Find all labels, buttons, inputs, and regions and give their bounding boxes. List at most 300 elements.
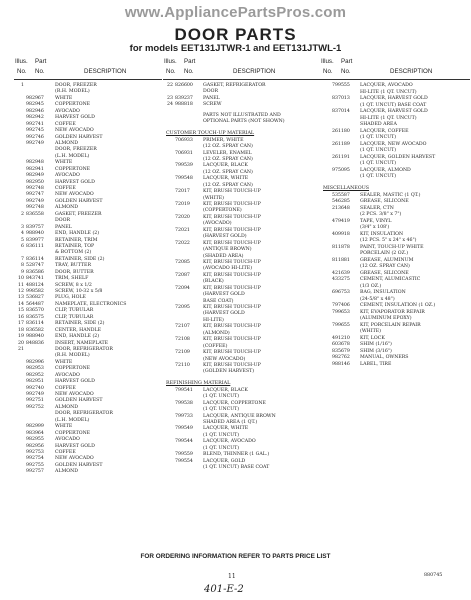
- illus-number: 6: [21, 243, 24, 249]
- part-number: 799559: [175, 452, 193, 458]
- illus-number: 12: [18, 289, 24, 294]
- illus-number: 21: [18, 346, 24, 352]
- part-description: RETAINER, SIDE (2): [55, 321, 105, 327]
- part-number: 992749: [26, 392, 44, 397]
- part-number: 261191: [332, 154, 350, 160]
- part-number: 843741: [26, 276, 44, 282]
- part-description: PANEL: [55, 224, 72, 230]
- part-description: (R.H. MODEL): [55, 89, 90, 95]
- part-description: PRIMER, WHITE: [203, 137, 244, 143]
- part-description: KIT, BRUSH TOUCH-UP: [203, 285, 261, 291]
- part-number: 603678: [332, 342, 350, 347]
- column-header: [14, 58, 162, 80]
- part-description: TRAY, BUTTER: [55, 263, 92, 269]
- part-description: LABEL, TIRE: [360, 361, 392, 367]
- part-description: KIT, BRUSH TOUCH-UP: [203, 202, 261, 207]
- part-description: SCREW: [203, 102, 222, 108]
- part-description: HARVEST GOLD: [55, 115, 95, 121]
- part-description: (1 QT. UNCUT): [203, 445, 240, 451]
- part-number: 837013: [332, 96, 350, 101]
- header-description: DESCRIPTION: [233, 68, 276, 75]
- part-description: (1 QT. UNCUT): [203, 432, 240, 438]
- part-description: BLEND, THINNER (1 GAL.): [203, 452, 270, 458]
- part-description: (1 QT. UNCUT): [203, 407, 240, 413]
- part-number: 836575: [26, 314, 44, 320]
- part-description: (ALUMINUM EPOXY): [360, 316, 412, 321]
- part-number: 992751: [26, 398, 44, 404]
- part-number: 261189: [332, 141, 350, 147]
- illus-number: 7: [21, 256, 24, 262]
- part-description: LACQUER, ALMOND: [360, 167, 411, 173]
- part-description: SCREW, 10-32 x 5/8: [55, 289, 103, 294]
- part-description: (12 PCS. 5" x 24" x 46"): [360, 238, 417, 243]
- part-number: 835679: [332, 348, 350, 354]
- part-number: 536827: [26, 295, 44, 301]
- part-number: 836111: [26, 243, 44, 249]
- part-description: KIT, INSULATION: [360, 231, 404, 237]
- part-description: HI-LITE): [203, 317, 224, 323]
- part-description: HARVEST GOLD: [55, 179, 95, 185]
- part-description: NAMEPLATE, ELECTRONICS: [55, 301, 127, 307]
- header-illus: Illus.: [164, 58, 177, 65]
- ordering-note: FOR ORDERING INFORMATION REFER TO PARTS PRICE LIST: [140, 553, 331, 560]
- part-description: CEMENT, ALUMICASTIC: [360, 277, 421, 282]
- part-number: 992747: [26, 192, 44, 198]
- part-description: PAINT, TOUCH-UP WHITE: [360, 244, 424, 250]
- part-description: LACQUER, COFFEE: [360, 128, 409, 134]
- part-number: 799555: [332, 83, 350, 88]
- part-description: (COPPERTONE): [203, 208, 242, 214]
- header-part-no: No.: [184, 68, 194, 75]
- header-part-no: No.: [35, 68, 45, 75]
- part-number: 992748: [26, 186, 44, 191]
- part-description: AVOCADO: [55, 437, 80, 443]
- part-description: LACQUER, GOLDEN HARVEST: [360, 154, 436, 160]
- part-number: 992740: [26, 385, 44, 391]
- document-code: 880745: [424, 573, 443, 578]
- part-number: 836570: [26, 308, 44, 314]
- part-description: HARVEST GOLD: [55, 379, 95, 385]
- part-description: (L.H. MODEL): [55, 417, 90, 423]
- part-description: (1 QT. UNCUT): [360, 148, 397, 153]
- part-number: 799653: [332, 309, 350, 315]
- header-part: Part: [35, 58, 47, 65]
- parts-column-1: [14, 58, 162, 476]
- part-description: OPTIONAL PARTS (NOT SHOWN): [203, 119, 285, 125]
- part-description: (AVOCADO HI-LITE): [203, 266, 253, 272]
- part-description: KIT, BRUSH TOUCH-UP: [203, 362, 261, 368]
- part-description: END, HANDLE (2): [55, 231, 100, 237]
- part-number: 488124: [26, 282, 44, 288]
- part-number: 848836: [26, 340, 44, 346]
- part-number: 982949: [26, 173, 44, 179]
- part-description: KIT, PORCELAIN REPAIR: [360, 322, 421, 328]
- part-number: 72108: [175, 337, 190, 343]
- part-description: PORCELAIN (2 OZ.): [360, 251, 409, 256]
- part-row: [163, 369, 321, 375]
- header-part-no: No.: [341, 68, 351, 75]
- part-description: KIT, LOCK: [360, 335, 385, 341]
- part-number: 72094: [175, 285, 190, 291]
- part-description: ALMOND: [55, 404, 79, 410]
- illus-number: 15: [18, 308, 24, 314]
- part-number: 982952: [26, 372, 44, 378]
- part-number: 72085: [175, 259, 190, 265]
- part-description: LACQUER, AVOCADO: [360, 83, 413, 88]
- part-description: GREASE, SILICONE: [360, 270, 409, 276]
- part-description: (1 QT. UNCUT) BASE COAT: [203, 465, 270, 471]
- part-description: (WHITE): [360, 329, 381, 334]
- part-description: (HARVEST GOLD: [203, 311, 245, 317]
- part-row: [163, 465, 321, 471]
- part-number: 988940: [26, 231, 44, 237]
- part-description: GOLDEN HARVEST: [55, 398, 103, 404]
- part-description: KIT, BRUSH TOUCH-UP: [203, 227, 261, 233]
- part-description: SHIM (3/16"): [360, 348, 392, 354]
- part-description: MANUAL, OWNERS: [360, 355, 409, 360]
- part-description: ALMOND: [55, 205, 79, 211]
- part-description: CENTER, HANDLE: [55, 327, 102, 333]
- part-number: 992749: [26, 198, 44, 204]
- part-number: 546285: [332, 199, 350, 204]
- illus-number: 16: [18, 314, 24, 320]
- part-number: 799549: [175, 426, 193, 432]
- part-number: 992746: [26, 134, 44, 140]
- part-description: GREASE, SILICONE: [360, 199, 409, 204]
- part-description: AVOCADO: [55, 372, 80, 378]
- part-number: 213648: [332, 205, 350, 211]
- part-number: 982948: [26, 160, 44, 166]
- part-description: (SHADED AREA): [203, 253, 244, 259]
- part-row: [14, 469, 162, 475]
- part-description: COPPERTONE: [55, 366, 91, 372]
- illus-number: 3: [21, 224, 24, 230]
- part-description: GOLDEN HARVEST: [55, 462, 103, 468]
- header-description: DESCRIPTION: [84, 68, 127, 75]
- part-number: 72109: [175, 350, 190, 356]
- part-row: [163, 119, 321, 125]
- part-description: NEW AVOCADO: [55, 128, 94, 134]
- part-number: 982941: [26, 166, 44, 172]
- illus-number: 24: [167, 102, 173, 108]
- part-description: (1 QT. UNCUT) BASE COAT: [360, 102, 427, 108]
- handwritten-note: 401-E-2: [204, 584, 244, 595]
- illus-number: 14: [18, 301, 24, 307]
- part-number: 261180: [332, 128, 350, 134]
- column-header: [320, 58, 470, 80]
- illus-number: 20: [18, 340, 24, 346]
- part-description: GASKET, FREEZER: [55, 211, 102, 217]
- part-number: 983964: [26, 430, 44, 436]
- part-number: 706933: [175, 137, 193, 143]
- part-description: KIT, BRUSH TOUCH-UP: [203, 189, 261, 195]
- part-number: 811878: [332, 244, 350, 250]
- illus-number: 13: [18, 295, 24, 301]
- illus-number: 9: [21, 269, 24, 275]
- part-description: SCREW, 8 x 1/2: [55, 282, 92, 288]
- part-number: 982945: [26, 102, 44, 108]
- part-description: NEW AVOCADO: [55, 392, 94, 397]
- part-number: 799539: [175, 163, 193, 169]
- part-number: 982999: [26, 424, 44, 430]
- part-description: KIT, BRUSH TOUCH-UP: [203, 240, 261, 246]
- part-number: 992753: [26, 449, 44, 455]
- part-description: END, HANDLE (2): [55, 334, 100, 340]
- part-description: SHADED AREA (1 QT.): [203, 420, 258, 425]
- part-description: (HARVEST GOLD): [203, 234, 247, 240]
- part-description: COPPERTONE: [55, 430, 91, 436]
- part-description: LACQUER, BLACK: [203, 163, 248, 169]
- part-number: 992741: [26, 121, 44, 127]
- part-description: WHITE: [55, 424, 73, 430]
- part-number: 535587: [332, 192, 350, 198]
- part-description: BASE COAT): [203, 298, 234, 304]
- parts-column-3: [320, 58, 470, 368]
- part-description: KIT, BRUSH TOUCH-UP: [203, 305, 261, 310]
- part-description: (12 OZ. SPRAY CAN): [203, 182, 253, 188]
- part-description: (12 OZ. SPRAY CAN): [203, 156, 253, 162]
- part-number: 836114: [26, 321, 44, 327]
- part-number: 992748: [26, 205, 44, 211]
- parts-column-2: [163, 58, 321, 472]
- part-description: (R.H. MODEL): [55, 353, 90, 359]
- part-number: 491210: [332, 335, 350, 341]
- part-description: TRIM, SHELF: [55, 276, 89, 282]
- part-number: 564487: [26, 301, 44, 307]
- part-number: 811881: [332, 257, 350, 263]
- part-description: KIT, BRUSH TOUCH-UP: [203, 337, 261, 343]
- parts-list: [163, 83, 321, 472]
- part-number: 836558: [26, 211, 44, 217]
- illus-number: 18: [18, 327, 24, 333]
- part-description: WHITE: [55, 95, 73, 101]
- part-description: LACQUER, HARVEST GOLD: [360, 96, 428, 101]
- part-description: GREASE, ALUMINUM: [360, 257, 414, 263]
- header-no: No.: [17, 68, 27, 75]
- part-description: (3/4" x 108'): [360, 225, 390, 230]
- part-number: 992755: [26, 462, 44, 468]
- part-number: 826600: [175, 83, 193, 88]
- part-description: PANEL: [203, 95, 220, 101]
- part-description: (1 QT. UNCUT): [360, 161, 397, 166]
- part-number: 528747: [26, 263, 44, 269]
- part-number: 433275: [332, 277, 350, 282]
- part-description: ALMOND: [55, 140, 79, 146]
- part-number: 975095: [332, 167, 350, 173]
- header-no: No.: [323, 68, 333, 75]
- part-number: 706931: [175, 150, 193, 156]
- part-description: COFFEE: [55, 121, 76, 127]
- part-number: 799544: [175, 439, 193, 445]
- part-number: 839977: [26, 237, 44, 243]
- section-heading: MISCELLANEOUS: [323, 185, 370, 191]
- part-description: DOOR: [203, 89, 218, 95]
- part-number: 72087: [175, 272, 190, 278]
- part-description: (2 PCS. 3/8" x 7"): [360, 212, 402, 217]
- part-description: AVOCADO: [55, 108, 80, 114]
- part-description: KIT, BRUSH TOUCH-UP: [203, 324, 261, 330]
- part-description: AVOCADO: [55, 173, 80, 179]
- part-number: 992757: [26, 469, 44, 475]
- part-description: (12 OZ. SPRAY CAN): [203, 144, 253, 150]
- part-description: GASKET, REFRIGERATOR: [203, 83, 266, 88]
- part-description: RETAINER, TOP: [55, 243, 95, 249]
- illus-number: 8: [21, 263, 24, 269]
- illus-number: 23: [167, 95, 173, 101]
- part-description: LACQUER, HARVEST GOLD: [360, 109, 428, 114]
- part-description: (WHITE): [203, 195, 224, 201]
- part-number: 988818: [175, 102, 193, 108]
- part-number: 409918: [332, 231, 350, 237]
- illus-number: 5: [21, 237, 24, 243]
- part-description: (1 QT. UNCUT): [360, 174, 397, 179]
- part-description: NEW AVOCADO: [55, 456, 94, 462]
- part-number: 982953: [26, 366, 44, 372]
- illus-number: 19: [18, 334, 24, 340]
- part-description: HI-LITE (1 QT. UNCUT): [360, 115, 417, 121]
- header-illus: Illus.: [15, 58, 28, 65]
- part-number: 836586: [26, 269, 44, 275]
- part-number: 72019: [175, 202, 190, 207]
- part-number: 799554: [175, 458, 193, 464]
- part-number: 72110: [175, 362, 190, 368]
- header-description: DESCRIPTION: [390, 68, 433, 75]
- part-description: COFFEE: [55, 385, 76, 391]
- part-description: NEW AVOCADO: [55, 192, 94, 198]
- part-description: CEMENT, INSULATION (1 OZ.): [360, 303, 436, 308]
- part-number: 998582: [26, 289, 44, 294]
- part-description: (COFFEE): [203, 343, 228, 349]
- part-description: KIT, BRUSH TOUCH-UP: [203, 214, 261, 220]
- page-number: 11: [228, 573, 236, 580]
- part-description: (L.H. MODEL): [55, 153, 90, 159]
- part-description: PLUG, HOLE: [55, 295, 86, 301]
- part-description: KIT, BRUSH TOUCH-UP: [203, 259, 261, 265]
- part-number: 982946: [26, 108, 44, 114]
- illus-number: 2: [21, 211, 24, 217]
- part-description: GOLDEN HARVEST: [55, 134, 103, 140]
- part-number: 72107: [175, 324, 190, 330]
- part-description: (1 QT. UNCUT): [360, 135, 397, 140]
- part-number: 988146: [332, 361, 350, 367]
- part-description: DOOR, REFRIGERATOR: [55, 346, 113, 352]
- part-description: WHITE: [55, 359, 73, 365]
- illus-number: 1: [21, 83, 24, 88]
- part-row: [320, 174, 470, 181]
- part-description: DOOR, FREEZER: [55, 83, 97, 88]
- part-description: LACQUER, AVOCADO: [203, 439, 256, 445]
- part-description: & BOTTOM (2): [55, 250, 92, 256]
- part-number: 992745: [26, 128, 44, 134]
- part-description: SEALER, CTN: [360, 205, 394, 211]
- part-description: (GOLDEN HARVEST): [203, 369, 255, 375]
- part-number: 982950: [26, 179, 44, 185]
- part-number: 72095: [175, 305, 190, 310]
- part-number: 982996: [26, 359, 44, 365]
- illus-number: 17: [18, 321, 24, 327]
- part-number: 696753: [332, 290, 350, 295]
- part-description: KIT, BRUSH TOUCH-UP: [203, 350, 261, 356]
- part-description: CLIP, TUBULAR: [55, 314, 94, 320]
- part-description: (12 OZ. SPRAY CAN): [203, 169, 253, 175]
- page-title: DOOR PARTS: [174, 25, 297, 44]
- illus-number: 22: [167, 83, 173, 88]
- part-description: (AVOCADO): [203, 221, 232, 227]
- part-number: 982956: [26, 443, 44, 449]
- part-row: [320, 362, 470, 369]
- part-number: 72020: [175, 214, 190, 220]
- illus-number: 4: [21, 231, 24, 237]
- part-description: RETAINER, TRIM: [55, 237, 98, 243]
- part-description: DOOR, REFRIGERATOR: [55, 411, 113, 417]
- section-heading: CUSTOMER TOUCH-UP MATERIAL: [166, 130, 255, 136]
- part-description: LACQUER, BLACK: [203, 387, 248, 393]
- part-description: SHADED AREA: [360, 122, 397, 127]
- part-number: 988940: [26, 334, 44, 340]
- part-description: (BLACK): [203, 279, 224, 285]
- part-description: DOOR, FREEZER: [55, 147, 97, 153]
- part-description: TAPE, VINYL: [360, 218, 392, 224]
- parts-list: [320, 83, 470, 368]
- part-number: 799655: [332, 322, 350, 328]
- part-number: 799733: [175, 413, 193, 419]
- part-description: (ALMOND): [203, 330, 230, 336]
- part-description: LACQUER, WHITE: [203, 426, 249, 432]
- part-description: LACQUER, NEW AVOCADO: [360, 141, 427, 147]
- part-description: DOOR: [55, 218, 70, 224]
- page-subtitle: for models EET131JTWR-1 and EET131JTWL-1: [129, 43, 342, 54]
- part-description: (1 QT. UNCUT): [203, 394, 240, 400]
- part-description: SEALER, MASTIC (1 QT.): [360, 192, 421, 198]
- part-number: 837014: [332, 109, 350, 114]
- part-description: DOOR, BUTTER: [55, 269, 94, 275]
- watermark: www.AppliancePartsPros.com: [124, 4, 347, 21]
- part-number: 799538: [175, 400, 193, 406]
- part-description: (NEW AVOCADO): [203, 356, 246, 362]
- part-number: 799541: [175, 387, 193, 393]
- part-row: [163, 102, 321, 108]
- part-description: KIT, EVAPORATOR REPAIR: [360, 309, 425, 315]
- column-header: [163, 58, 321, 80]
- part-number: 797406: [332, 303, 350, 308]
- part-description: WHITE: [55, 160, 73, 166]
- part-number: 421639: [332, 270, 350, 276]
- part-number: 982967: [26, 95, 44, 101]
- part-description: COFFEE: [55, 449, 76, 455]
- part-number: 839237: [175, 95, 193, 101]
- part-description: (24-5/8" x 48"): [360, 296, 395, 302]
- part-number: 72021: [175, 227, 190, 233]
- part-description: RETAINER, SIDE (2): [55, 256, 105, 262]
- part-description: SHIM (1/16"): [360, 342, 392, 347]
- part-description: BAG, INSULATION: [360, 290, 406, 295]
- parts-list: [14, 83, 162, 476]
- header-no: No.: [166, 68, 176, 75]
- part-number: 836582: [26, 327, 44, 333]
- header-part: Part: [184, 58, 196, 65]
- part-number: 72022: [175, 240, 190, 246]
- part-number: 799548: [175, 176, 193, 182]
- part-number: 479419: [332, 218, 350, 224]
- part-number: 992752: [26, 404, 44, 410]
- part-description: (ANTIQUE BROWN): [203, 247, 252, 253]
- part-number: 982951: [26, 379, 44, 385]
- section-heading: REFINISHING MATERIAL: [166, 380, 231, 386]
- part-description: HI-LITE (1 QT. UNCUT): [360, 89, 417, 95]
- part-description: LACQUER, ANTIQUE BROWN: [203, 413, 276, 419]
- part-description: INSERT, NAMEPLATE: [55, 340, 109, 346]
- part-description: COPPERTONE: [55, 166, 91, 172]
